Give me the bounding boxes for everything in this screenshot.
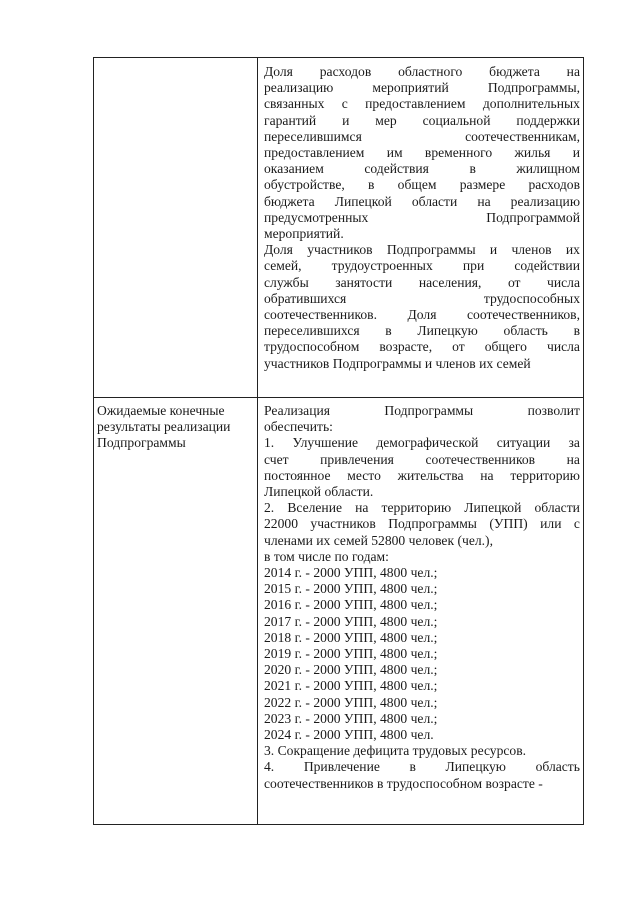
- text-line: предоставлением им временного жилья и: [264, 145, 580, 161]
- text-line: членами их семей 52800 человек (чел.),: [264, 532, 493, 548]
- text-line: обратившихся трудоспособных: [264, 290, 580, 306]
- year-line: 2018 г. - 2000 УПП, 4800 чел.;: [264, 629, 438, 645]
- text-line: 2. Вселение на территорию Липецкой области: [264, 500, 580, 516]
- text-line: Реализация Подпрограммы позволит: [264, 403, 580, 418]
- year-line: 2020 г. - 2000 УПП, 4800 чел.;: [264, 662, 438, 678]
- text-line: гарантий и мер социальной поддержки: [264, 112, 580, 128]
- year-line: 2015 г. - 2000 УПП, 4800 чел.;: [264, 581, 438, 597]
- year-line: 2019 г. - 2000 УПП, 4800 чел.;: [264, 646, 438, 662]
- text-line: постоянное место жительства на территорию: [264, 467, 580, 483]
- expected-results-label: [97, 403, 253, 452]
- text-line: 1. Улучшение демографической ситуации за: [264, 435, 580, 451]
- text-line: семей, трудоустроенных при содействии: [264, 258, 580, 274]
- year-line: 2023 г. - 2000 УПП, 4800 чел.;: [264, 710, 438, 726]
- year-line: 2022 г. - 2000 УПП, 4800 чел.;: [264, 694, 438, 710]
- text-line: переселившимся соотечественникам,: [264, 128, 580, 144]
- text-line: Доля расходов областного бюджета на: [264, 64, 580, 79]
- label-line: Подпрограммы: [97, 435, 186, 451]
- text-line: участников Подпрограммы и членов их семей: [264, 355, 531, 371]
- label-line: результаты реализации: [97, 419, 231, 435]
- text-line: счет привлечения соотечественников на: [264, 451, 580, 467]
- indicators-cell: [264, 64, 580, 372]
- text-line: бюджета Липецкой области на реализацию: [264, 193, 580, 209]
- text-line: мероприятий.: [264, 226, 344, 242]
- year-line: 2016 г. - 2000 УПП, 4800 чел.;: [264, 597, 438, 613]
- year-line: 2017 г. - 2000 УПП, 4800 чел.;: [264, 613, 438, 629]
- label-line: Ожидаемые конечные: [97, 403, 225, 418]
- text-line: Доля участников Подпрограммы и членов их: [264, 242, 580, 258]
- text-line: предусмотренных Подпрограммой: [264, 209, 580, 225]
- column-divider: [257, 58, 258, 824]
- text-line: службы занятости населения, от числа: [264, 274, 580, 290]
- year-line: 2021 г. - 2000 УПП, 4800 чел.;: [264, 678, 438, 694]
- text-line: в том числе по годам:: [264, 548, 389, 564]
- expected-results-cell: [264, 403, 580, 792]
- program-table: [93, 57, 584, 825]
- text-line: переселившихся в Липецкую область в: [264, 323, 580, 339]
- year-line: 2014 г. - 2000 УПП, 4800 чел.;: [264, 565, 438, 581]
- text-line: соотечественников. Доля соотечественников,: [264, 307, 580, 323]
- text-line: 4. Привлечение в Липецкую область: [264, 759, 580, 775]
- text-line: Липецкой области.: [264, 484, 374, 500]
- text-line: реализацию мероприятий Подпрограммы,: [264, 80, 580, 96]
- text-line: связанных с предоставлением дополнительных: [264, 96, 580, 112]
- text-line: обустройстве, в общем размере расходов: [264, 177, 580, 193]
- text-line: обеспечить:: [264, 419, 333, 435]
- year-line: 2024 г. - 2000 УПП, 4800 чел.: [264, 727, 434, 743]
- text-line: соотечественников в трудоспособном возрасте -: [264, 775, 543, 791]
- text-line: 3. Сокращение дефицита трудовых ресурсов.: [264, 743, 527, 759]
- row-divider: [94, 397, 583, 398]
- text-line: 22000 участников Подпрограммы (УПП) или с: [264, 516, 580, 532]
- text-line: оказанием содействия в жилищном: [264, 161, 580, 177]
- text-line: трудоспособном возрасте, от общего числа: [264, 339, 580, 355]
